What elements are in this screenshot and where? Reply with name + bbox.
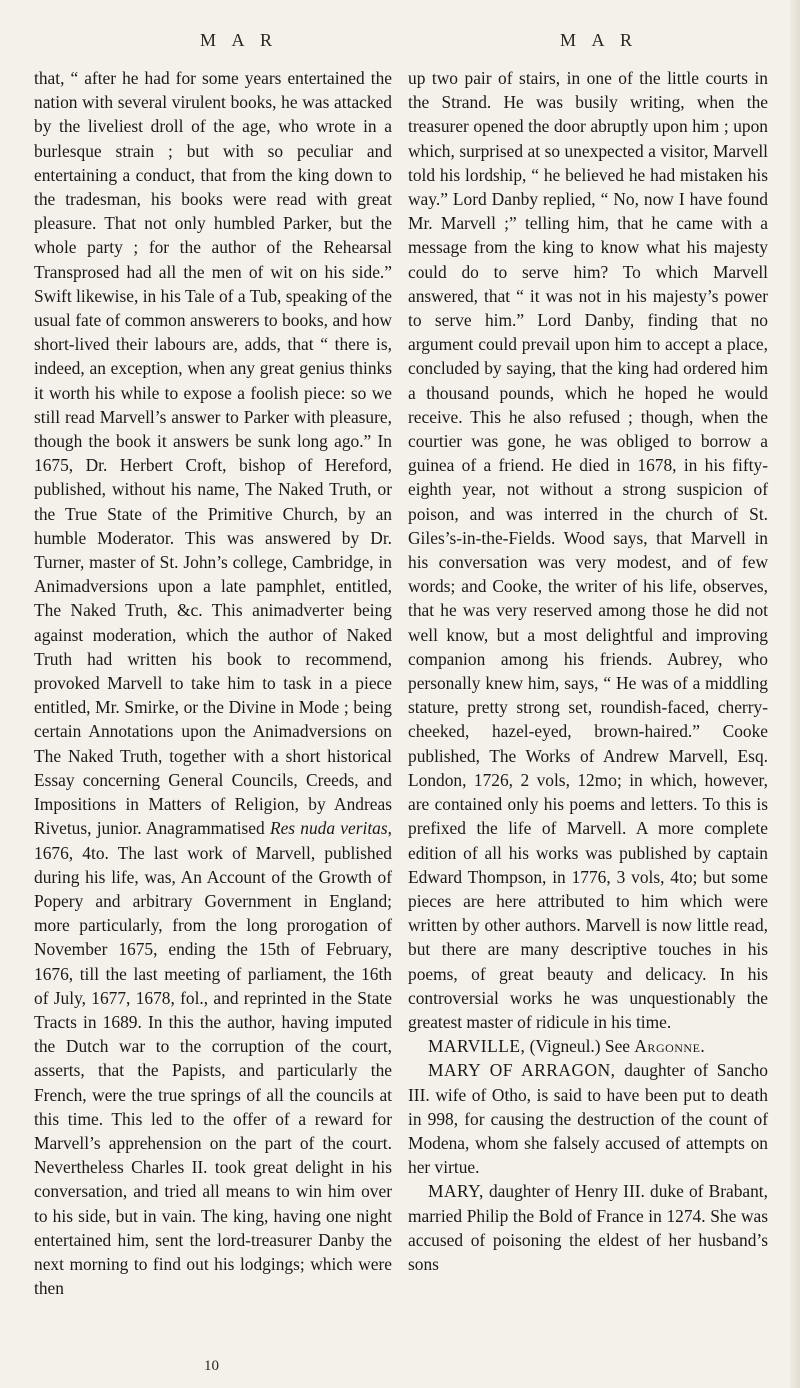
left-column [34,66,392,1300]
running-head-right: M A R [560,30,639,50]
entry-mary-headword: MARY, [428,1181,484,1202]
entry-mary-of-arragon-text: daughter of Sancho III. wife of Otho, is said to have been put to death in 998, for causing the destruction of the count of Modena, whom she falsely accused of attempts on her virtue. [408,1060,768,1178]
entry-marville-text: (Vigneul.) See [525,1036,635,1057]
running-head-left: M A R [200,30,279,50]
right-column-paragraph: up two pair of stairs, in one of the little courts in the Strand. He was busily writing, when the treasurer opened the door abruptly upon him ; upon which, surprised at so unexpected a visitor, Marvell told his lordship, “ he believed he had mistaken his way.” Lord Danby replied, “ No, now I have found Mr. Marvell ;” telling him, that he came with a message from the king to know what his majesty could do to serve him? To which Marvell answered, that “ it was not in his majesty’s power to serve him.” Lord Danby, finding that no argument could prevail upon him to accept a place, concluded by saying, that the king had ordered him a thousand pounds, which he hoped he would receive. This he also refused ; though, when the courtier was gone, he was obliged to borrow a guinea of a friend. He died in 1678, in his fifty-eighth year, not without a strong suspicion of poison, and was interred in the church of St. Giles’s-in-the-Fields. Wood says, that Marvell in his conversation was very modest, and of few words; and Cooke, the writer of his life, observes, that he was very reserved among those he did not well know, but a most delightful and improving companion among his friends. Aubrey, who personally knew him, says, “ He was of a middling stature, pretty strong set, roundish-faced, cherry-cheeked, hazel-eyed, brown-haired.” Cooke published, The Works of Andrew Marvell, Esq. London, 1726, 2 vols, 12mo; in which, however, are contained only his poems and letters. To this is prefixed the life of Marvell. A more complete edition of all his works was published by captain Edward Thompson, in 1776, 3 vols, 4to; but some pieces are here attributed to him which were written by other authors. Marvell is now little read, but there are many descriptive touches in his poems, of great beauty and delicacy. In his controversial works he was unquestionably the greatest master of ridicule in his time. [408,68,768,1032]
left-text-part-2: , 1676, 4to. The last work of Marvell, published during his life, was, An Account of the Growth of Popery and arbitrary Government in England; more particularly, from the long prorogation of November 1675, ending the 15th of February, 1676, till the last meeting of parliament, the 16th of July, 1677, 1678, fol., and reprinted in the State Tracts in 1689. In this the author, having imputed the Dutch war to the corruption of the court, asserts, that the Papists, and particularly the French, were the true springs of all the councils at this time. This led to the offer of a reward for Marvell’s apprehension on the part of the court. Nevertheless Charles II. took great delight in his conversation, and tried all means to win him over to his side, but in vain. The king, having one night entertained him, sent the lord-treasurer Danby the next morning to find out his lodgings; which were then [34,818,392,1299]
entry-marville [408,1034,768,1058]
entry-marville-cross-reference: Argonne. [634,1036,706,1057]
entry-mary [408,1179,768,1276]
page-number: 10 [204,1358,219,1374]
left-text-italic: Res nuda veritas [269,818,388,839]
page-edge-shadow [790,0,800,1388]
left-column-paragraph [34,66,392,1300]
right-column [408,66,768,1276]
left-text-part-1: that, “ after he had for some years entertained the nation with several virulent books, he was attacked by the liveliest droll of the age, who wrote in a burlesque strain ; but with so peculiar and entertaining a conduct, that from the king down to the tradesman, his books were read with great pleasure. That not only humbled Parker, but the whole party ; for the author of the Rehearsal Transprosed had all the men of wit on his side.” Swift likewise, in his Tale of a Tub, speaking of the usual fate of common answerers to books, and how short-lived their labours are, adds, that “ there is, indeed, an exception, when any great genius thinks it worth his while to expose a foolish piece: so we still read Marvell’s answer to Parker with pleasure, though the book it answers be sunk long ago.” In 1675, Dr. Herbert Croft, bishop of Hereford, published, without his name, The Naked Truth, or the True State of the Primitive Church, by an humble Moderator. This was answered by Dr. Turner, master of St. John’s college, Cambridge, in Animadversions upon a late pamphlet, entitled, The Naked Truth, &c. This animadverter being against moderation, which the author of Naked Truth had written his book to recommend, provoked Marvell to take him to task in a piece entitled, Mr. Smirke, or the Divine in Mode ; being certain Annotations upon the Animadversions on The Naked Truth, together with a short historical Essay concerning General Councils, Creeds, and Impositions in Matters of Religion, by Andreas Rivetus, junior. Anagrammatised [34,68,392,839]
entry-mary-text: daughter of Henry III. duke of Brabant, married Philip the Bold of France in 1274. She was accused of poisoning the eldest of her husband’s sons [408,1181,768,1274]
entry-mary-of-arragon [408,1058,768,1179]
entry-mary-of-arragon-headword: MARY OF ARRAGON, [428,1060,616,1081]
entry-marville-headword: MARVILLE, [428,1036,526,1057]
